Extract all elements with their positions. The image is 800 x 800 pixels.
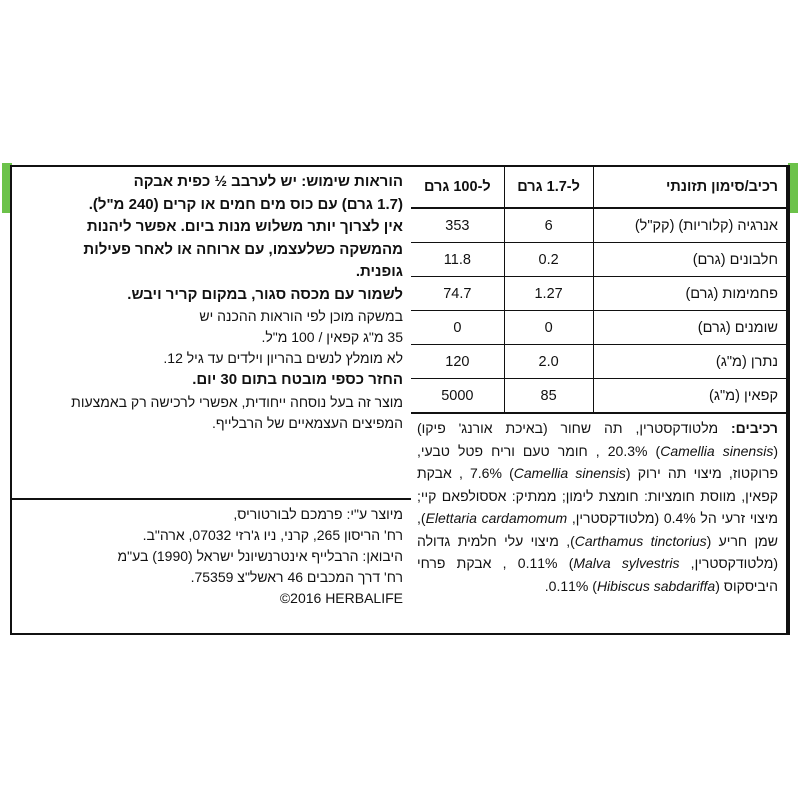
value-per-serving: 6 <box>504 208 593 243</box>
latin-name: Malva sylvestris <box>573 555 680 571</box>
manufacturer-address: רח' הריסון 265, קרני, ניו ג'רזי 07032, ארה"ב. <box>142 527 403 543</box>
header-nutrient: רכיב/סימון תזונתי <box>593 167 786 208</box>
ingredients-part: ) 20.3% , חומר טעם וריח פטל טבעי, פרוקטוז, מיצוי תה ירוק ( <box>417 442 778 481</box>
ingredients-part: ) 0.11%. <box>544 577 597 594</box>
refund-guarantee: החזר כספי מובטח בתום 30 יום. <box>192 371 403 388</box>
value-per-100g: 5000 <box>411 379 504 414</box>
value-per-serving: 1.27 <box>504 277 593 311</box>
header-per-serving: ל-1.7 גרם <box>504 167 593 208</box>
caffeine-note: 35 מ"ג קפאין / 100 מ"ל. <box>261 329 403 345</box>
nutrient-name: קפאין (מ"ג) <box>593 379 786 414</box>
table-row <box>411 208 786 243</box>
distribution-note: המפיצים העצמאיים של הרבלייף. <box>211 414 403 431</box>
value-per-serving: 0 <box>504 311 593 345</box>
caffeine-note: במשקה מוכן לפי הוראות ההכנה יש <box>199 308 403 324</box>
usage-line: מהמשקה כשלעצמו, עם ארוחה או לאחר פעילות <box>83 240 403 258</box>
usage-line: הוראות שימוש: יש לערבב ½ כפית אבקה <box>133 173 403 190</box>
ingredients-title: רכיבים: <box>731 420 778 436</box>
ingredients-part: ) 0.11% , אבקת פרחי היביסקוס ( <box>417 555 778 594</box>
importer-address: רח' דרך המכבים 46 ראשל"צ 75359. <box>190 569 403 585</box>
latin-name: Carthamus tinctorius <box>574 532 707 549</box>
manufacturer-info <box>12 500 411 609</box>
table-row <box>411 277 786 311</box>
latin-name: Elettaria cardamomum <box>425 510 568 526</box>
ingredients-part: ) 7.6% , אבקת קפאין, מווסת חומציות: חומצת לימון; ממתיק: אססולפאם קיי; מיצוי זרעי הל 0.4% (מלטודקסטרין, <box>417 465 778 526</box>
copyright: ©2016 HERBALIFE <box>279 590 403 606</box>
nutrient-name: פחמימות (גרם) <box>593 277 786 311</box>
usage-instructions <box>12 167 411 500</box>
nutrition-column <box>411 167 788 633</box>
info-column <box>12 167 411 633</box>
value-per-100g: 74.7 <box>411 277 504 311</box>
table-row <box>411 379 786 414</box>
ingredients-part: מלטודקסטרין, תה שחור (באיכת אורנג' פיקו) ( <box>417 420 778 459</box>
nutrient-name: חלבונים (גרם) <box>593 243 786 277</box>
usage-line: גופנית. <box>355 263 403 280</box>
nutrition-header-row <box>411 167 786 208</box>
value-per-100g: 120 <box>411 345 504 379</box>
value-per-serving: 85 <box>504 379 593 414</box>
header-per-100g: ל-100 גרם <box>411 167 504 208</box>
nutrition-table <box>411 167 786 414</box>
latin-name: Hibiscus sabdariffa <box>596 577 716 594</box>
value-per-100g: 11.8 <box>411 243 504 277</box>
nutrient-name: שומנים (גרם) <box>593 311 786 345</box>
value-per-100g: 0 <box>411 311 504 345</box>
usage-line: (1.7 גרם) עם כוס מים חמים או קרים (240 מ"ל). <box>88 195 403 213</box>
pregnancy-warning: לא מומלץ לנשים בהריון וילדים עד גיל 12. <box>163 350 403 366</box>
value-per-100g: 353 <box>411 208 504 243</box>
value-per-serving: 0.2 <box>504 243 593 277</box>
ingredients-part: ), שמן חריע ( <box>417 510 778 549</box>
distribution-note: מוצר זה בעל נוסחה ייחודית, אפשרי לרכישה רק באמצעות <box>71 393 403 410</box>
latin-name: Camellia sinensis <box>513 465 626 481</box>
importer-line: היבואן: הרבלייף אינטרנשיונל ישראל (1990) בע"מ <box>117 548 403 564</box>
latin-name: Camellia sinensis <box>660 442 774 459</box>
manufacturer-line: מיוצר ע"י: פרמכם לבורטוריס, <box>233 506 403 522</box>
nutrient-name: אנרגיה (קלוריות) (קק"ל) <box>593 208 786 243</box>
nutrient-name: נתרן (מ"ג) <box>593 345 786 379</box>
storage-instructions: לשמור עם מכסה סגור, במקום קריר ויבש. <box>127 285 403 303</box>
value-per-serving: 2.0 <box>504 345 593 379</box>
product-label-panel <box>10 165 790 635</box>
ingredients-text <box>411 414 786 597</box>
table-row <box>411 311 786 345</box>
ingredients-part: ), מיצוי עלי חלמית גדולה (מלטודקסטרין, <box>417 532 778 571</box>
table-row <box>411 345 786 379</box>
usage-line: אין לצרוך יותר משלוש מנות ביום. אפשר ליהנות <box>86 218 403 235</box>
table-row <box>411 243 786 277</box>
